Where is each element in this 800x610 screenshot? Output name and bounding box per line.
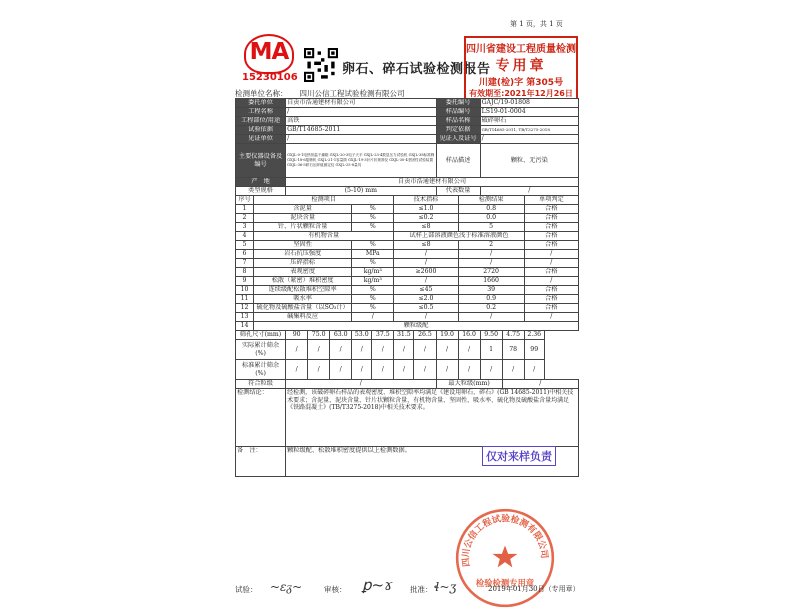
origin-label: 产 地 — [236, 178, 286, 187]
ma-logo: MA — [244, 34, 294, 74]
test-no: 12 — [236, 304, 254, 313]
th-no: 序号 — [236, 196, 254, 205]
project-value: / — [286, 108, 436, 117]
th-index: 技术指标 — [394, 196, 458, 205]
std-value: / — [458, 360, 480, 380]
std-value: / — [286, 360, 308, 380]
test-judgement: 合格 — [524, 241, 578, 250]
desc-value: 颗粒、无污染 — [480, 144, 578, 178]
part-label: 工程部位/用途 — [236, 117, 286, 126]
review-sign-label: 审核： — [324, 585, 347, 594]
test-judgement: / — [524, 259, 578, 268]
sample-only-stamp: 仅对来样负责 — [482, 446, 556, 466]
test-unit: / — [352, 313, 394, 322]
test-judgement: 合格 — [524, 232, 578, 241]
test-unit: kg/m³ — [352, 268, 394, 277]
report-table — [235, 98, 579, 477]
test-row — [236, 295, 579, 304]
test-no: 1 — [236, 205, 254, 214]
remark-text: 颗粒级配、松散堆积密度提供以上检测数据。 — [286, 447, 579, 477]
test-item: 表观密度 — [254, 268, 352, 277]
qty-label: 代表数量 — [436, 187, 480, 196]
report-sheet — [232, 14, 582, 600]
project-label: 工程名称 — [236, 108, 286, 117]
issue-date: 2019年01月30日（专用章） — [488, 585, 580, 593]
sieve-size: 75.0 — [308, 331, 330, 340]
std-value: / — [308, 360, 330, 380]
qualification-seal — [464, 36, 578, 106]
test-result: 0.9 — [458, 295, 524, 304]
seal-bottom-text: 检验检测专用章 — [475, 578, 535, 589]
test-unit: % — [352, 304, 394, 313]
test-no: 6 — [236, 250, 254, 259]
std-label: 标准累计筛余(%) — [236, 360, 286, 380]
test-row — [236, 241, 579, 250]
actual-value: / — [352, 340, 372, 360]
max-value: / — [502, 380, 578, 389]
witness-label: 见证单位 — [236, 135, 286, 144]
actual-value: / — [414, 340, 436, 360]
company-seal-icon — [453, 506, 557, 610]
test-unit: % — [352, 295, 394, 304]
qr-code-icon — [304, 48, 338, 82]
actual-value: 78 — [502, 340, 524, 360]
ma-number: 15230106 — [242, 72, 298, 83]
test-result: 2720 — [458, 268, 524, 277]
test-index: ≤1.0 — [394, 205, 458, 214]
test-result: / — [458, 250, 524, 259]
test-row — [236, 313, 579, 322]
test-result: / — [458, 313, 524, 322]
std-value: / — [414, 360, 436, 380]
test-unit: MPa — [352, 250, 394, 259]
actual-label: 实际累计筛余(%) — [236, 340, 286, 360]
test-item: 碱集料反应 — [254, 313, 352, 322]
test-no: 10 — [236, 286, 254, 295]
seal-arc-text: 四川公信工程试验检测有限公司 — [461, 514, 549, 568]
actual-value: / — [394, 340, 414, 360]
std-value: / — [394, 360, 414, 380]
test-no: 5 — [236, 241, 254, 250]
approver-signature-icon: ɬ~ʒ — [434, 580, 457, 594]
conclusion-text: 经检测，该破碎卵石样品的表观密度、堆积空隙率均满足《建设用卵石、碎石》(GB 14685-2011)中相关技术要求；含泥量、泥块含量、针片状颗粒含量、有机物含量、坚固性、吸水率、硫化物及硫酸盐含量均满足《铁路混凝土》(TB/T3275-2018)中相关技术要求。 — [286, 389, 579, 447]
test-row — [236, 232, 579, 241]
basis-value: GB/T14685-2011 — [286, 126, 436, 135]
equipment-value: GXJL-0-1电热恒温干燥箱 GXJL-20-3电子天平 GXJL-23-4数显压力试验机 GXJL-38标准筛 GXJL-18-6摇筛机 GXJL-21-1容量筒 GXJL-19-3针片状规准仪 GXJL-30-4坚固性试验装置 GXJL-36-5碎石压碎值测定仪 GXJL-25-8量具 — [286, 144, 436, 178]
test-judgement: 合格 — [524, 286, 578, 295]
th-item: 检测项目 — [254, 196, 394, 205]
test-judgement: / — [524, 250, 578, 259]
test-result: 5 — [458, 223, 524, 232]
actual-value: / — [286, 340, 308, 360]
fit-label: 符合粒级 — [236, 380, 286, 389]
actual-value: / — [372, 340, 394, 360]
part-value: 高铁 — [286, 117, 436, 126]
client-value: 自贡市浩通建材有限公司 — [286, 99, 436, 108]
test-item: 颗粒级配 — [254, 322, 579, 331]
test-index: ≤45 — [394, 286, 458, 295]
std-value: / — [480, 360, 502, 380]
test-judgement: 合格 — [524, 268, 578, 277]
test-index: ≤8 — [394, 223, 458, 232]
qty-value: / — [480, 187, 578, 196]
test-no: 4 — [236, 232, 254, 241]
test-item: 压碎指标 — [254, 259, 352, 268]
test-index: / — [394, 250, 458, 259]
std-value: / — [502, 360, 524, 380]
fit-value: / — [286, 380, 436, 389]
test-result: 0.8 — [458, 205, 524, 214]
equipment-label: 主要仪器设备及编号 — [236, 144, 286, 178]
test-index: ≤0.2 — [394, 214, 458, 223]
sample-name-label: 样品名称 — [436, 117, 480, 126]
actual-value: / — [458, 340, 480, 360]
test-index: ≤0.5 — [394, 304, 458, 313]
sieve-size: 53.0 — [352, 331, 372, 340]
test-item: 松散（紧密）堆积密度 — [254, 277, 352, 286]
test-index: ≤2.0 — [394, 295, 458, 304]
seal-line-4: 有效期至:2021年12月26日 — [469, 89, 573, 98]
test-unit: % — [352, 286, 394, 295]
test-sign-label: 试验： — [235, 585, 258, 594]
test-unit: % — [352, 241, 394, 250]
testing-unit-label: 检测单位名称： — [235, 89, 288, 98]
reviewer-signature-icon: ꝑ~ɤ — [362, 576, 393, 594]
test-index: / — [394, 259, 458, 268]
desc-label: 样品描述 — [436, 144, 480, 178]
spec-value: (5-10) mm — [286, 187, 436, 196]
test-unit: % — [352, 223, 394, 232]
origin-value: 自贡市浩通建材有限公司 — [286, 178, 579, 187]
sample-no-value: LS19-01-0004 — [480, 108, 578, 117]
witness-value: / — [286, 135, 436, 144]
test-unit: kg/m³ — [352, 277, 394, 286]
testing-unit-value: 四川公信工程试验检测有限公司 — [299, 89, 405, 98]
conclusion-label: 检测结论： — [236, 389, 286, 447]
test-no: 14 — [236, 322, 254, 331]
test-result: / — [458, 259, 524, 268]
actual-value: / — [436, 340, 458, 360]
test-item: 泥块含量 — [254, 214, 352, 223]
test-row — [236, 205, 579, 214]
test-index: / — [394, 313, 458, 322]
test-index: / — [394, 277, 458, 286]
std-value: / — [330, 360, 352, 380]
entrust-no-label: 委托编号 — [436, 99, 480, 108]
witness-person-label: 见证人及证号 — [436, 135, 480, 144]
seal-line-2: 专用章 — [495, 58, 547, 74]
sieve-size: 4.75 — [502, 331, 524, 340]
test-item: 坚固性 — [254, 241, 352, 250]
actual-value: / — [330, 340, 352, 360]
test-no: 3 — [236, 223, 254, 232]
test-item: 吸水率 — [254, 295, 352, 304]
test-result: 2 — [458, 241, 524, 250]
test-row — [236, 304, 579, 313]
tester-signature-icon: ~ɛᵹ~ — [270, 580, 303, 594]
test-result: 0.2 — [458, 304, 524, 313]
test-row — [236, 322, 579, 331]
sieve-size: 9.50 — [480, 331, 502, 340]
sieve-size: 16.0 — [458, 331, 480, 340]
spec-label: 类型规格 — [236, 187, 286, 196]
sieve-size: 2.36 — [524, 331, 544, 340]
actual-value: 99 — [524, 340, 544, 360]
sample-name-value: 破碎卵石 — [480, 117, 578, 126]
std-value: / — [524, 360, 544, 380]
actual-value: / — [308, 340, 330, 360]
test-row — [236, 259, 579, 268]
report-title: 卵石、碎石试验检测报告 — [342, 62, 491, 77]
test-judgement: / — [524, 277, 578, 286]
test-index: ≥2600 — [394, 268, 458, 277]
page-number: 第 1 页，共 1 页 — [510, 20, 563, 28]
sieve-label: 筛孔尺寸(mm) — [236, 331, 286, 340]
test-item: 有机物含量 — [254, 232, 394, 241]
test-item: 连续级配松散堆积空隙率 — [254, 286, 352, 295]
actual-value: 1 — [480, 340, 502, 360]
test-result: 39 — [458, 286, 524, 295]
entrust-no-value: GAJC/19-01808 — [480, 99, 578, 108]
test-item: 含泥量 — [254, 205, 352, 214]
witness-person-value: / — [480, 135, 578, 144]
test-judgement: 合格 — [524, 223, 578, 232]
sample-no-label: 样品编号 — [436, 108, 480, 117]
test-result: 0.0 — [458, 214, 524, 223]
sieve-size: 37.5 — [372, 331, 394, 340]
test-no: 9 — [236, 277, 254, 286]
test-no: 8 — [236, 268, 254, 277]
test-row — [236, 250, 579, 259]
test-judgement: 合格 — [524, 304, 578, 313]
approve-sign-label: 批准： — [410, 585, 433, 594]
client-label: 委托单位 — [236, 99, 286, 108]
judge-label: 判定依据 — [436, 126, 480, 135]
sieve-size: 31.5 — [394, 331, 414, 340]
basis-label: 试验依据 — [236, 126, 286, 135]
sieve-size: 26.5 — [414, 331, 436, 340]
test-item: 岩石抗压强度 — [254, 250, 352, 259]
test-unit: % — [352, 214, 394, 223]
std-value: / — [372, 360, 394, 380]
test-judgement: 合格 — [524, 205, 578, 214]
test-row — [236, 268, 579, 277]
test-row — [236, 277, 579, 286]
test-unit: % — [352, 259, 394, 268]
seal-line-1: 四川省建设工程质量检测 — [466, 44, 576, 55]
test-row — [236, 223, 579, 232]
std-value: / — [352, 360, 372, 380]
seal-line-3: 川建(检)字 第305号 — [478, 78, 564, 88]
test-result: 1660 — [458, 277, 524, 286]
test-index: 试样上部溶液颜色浅于标准溶液颜色 — [394, 232, 524, 241]
tests-body — [236, 205, 579, 331]
test-no: 2 — [236, 214, 254, 223]
test-row — [236, 214, 579, 223]
std-value: / — [436, 360, 458, 380]
test-judgement: 合格 — [524, 214, 578, 223]
max-label: 最大粒级(mm) — [436, 380, 502, 389]
test-no: 13 — [236, 313, 254, 322]
test-item: 硫化物及硫酸盐含量（以SO₃计） — [254, 304, 352, 313]
test-no: 7 — [236, 259, 254, 268]
test-row — [236, 286, 579, 295]
th-judgement: 单项判定 — [524, 196, 578, 205]
remark-label: 备 注： — [236, 447, 286, 477]
sieve-size: 90 — [286, 331, 308, 340]
judge-value: GB/T14685-2011, TB/T3275-2018 — [480, 126, 578, 135]
test-unit: % — [352, 205, 394, 214]
test-index: ≤8 — [394, 241, 458, 250]
test-judgement: / — [524, 313, 578, 322]
test-judgement: 合格 — [524, 295, 578, 304]
sieve-size: 63.0 — [330, 331, 352, 340]
sieve-size: 19.0 — [436, 331, 458, 340]
th-result: 检测结果 — [458, 196, 524, 205]
test-item: 针、片状颗粒含量 — [254, 223, 352, 232]
test-no: 11 — [236, 295, 254, 304]
